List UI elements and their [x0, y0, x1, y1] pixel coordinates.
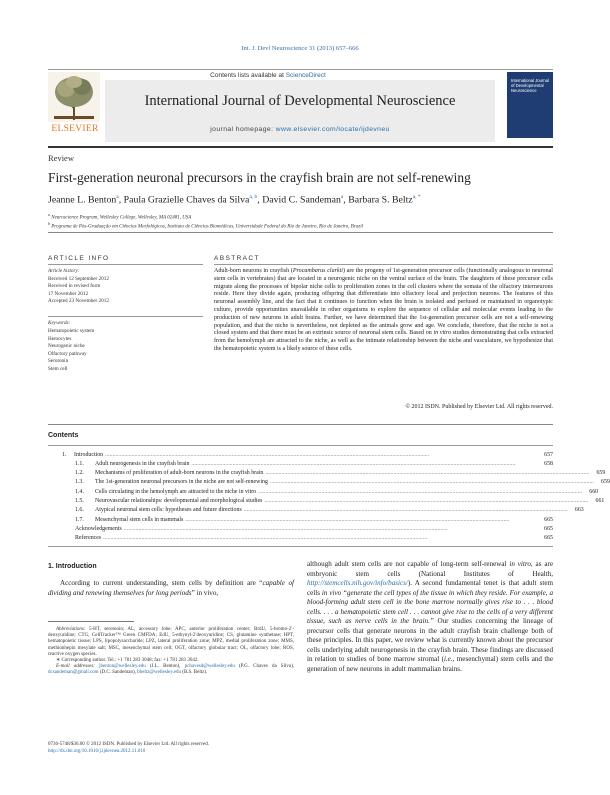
abstract-text: Adult-born neurons in crayfish (Procambarus clarkii) are the progeny of 1st-generation precursor cells (functionally analogous to neuronal stem cells in vertebrates) that are located in a neurogenic niche on the ventral surface of the brain. The daughters of these precursor cells migrate along the processes of bipolar niche cells to proliferation zones in the cell clusters where the somata of the olfactory interneurons reside. Here they divide again, producing offspring that differentiate into olfactory local and projection neurons. The features of this neuronal assembly line, and the fact that it continues to function when the brain is isolated and perfused or maintained in organotypic culture, provide opportunities unavailable in other organisms to explore the sequence of cellular and molecular events leading to the production of new neurons in adult brains. Further, we have determined that the 1st-generation precursor cells are not a self-renewing population, and that the niche is nevertheless, not depleted as the animals grow and age. We conclude, therefore, that the niche is not a closed system and that there must be an extrinsic source of neuronal stem cells. Based on in vitro studies demonstrating that cells extracted from the hemolymph are attracted to the niche, as well as the intimate relationship between the niche and vasculature, we hypothesize that the hematopoietic system is a likely source of these cells.: [214, 268, 553, 352]
affiliation: $^a$ Neuroscience Program, Wellesley College, Wellesley, MA 02481, USA: [48, 212, 192, 221]
contents-row[interactable]: [48, 449, 553, 458]
contents-leader-dots: ............................................................................................................................................................................................................................: [191, 460, 516, 467]
history-item: Received 12 September 2012: [48, 275, 109, 282]
keywords-label: Keywords:: [48, 320, 71, 326]
intro-left-paragraph: According to current understanding, stem cells by definition are “capable of dividing and renewing themselves for long periods” in vivo,: [48, 579, 294, 597]
contents-page-number: 665: [544, 525, 553, 532]
contents-section-title[interactable]: References: [75, 535, 102, 542]
email-label: E-mail addresses:: [56, 664, 95, 670]
email-link[interactable]: bbeltz@wellesley.edu: [137, 670, 182, 676]
contents-section-number: 1.5.: [75, 498, 84, 505]
author-list: Jeanne L. Benton$^a$, Paula Grazielle Chaves da Silva$^{a, b}$, David C. Sandeman$^a$, Barbara S. Beltz$^{a, *}$: [48, 194, 421, 206]
contents-section-title[interactable]: Introduction: [74, 451, 104, 458]
history-item: Accepted 23 November 2012: [48, 298, 109, 304]
contents-rule: [48, 445, 553, 446]
footnote-rule: [48, 621, 134, 622]
abbreviations-text: 5-HT, serotonin; AL, accessory lobe; APC, anterior proliferation center; BrdU, 5-bromo-2′-deoxyuridine; CTG, CellTracker™ Green CMFDA; EdU, 5-ethynyl-2′deoxyuridine; CS, glutamine synthetase; HPT, hematopoietic tissue; LPS, lipopolysaccharide; LPZ, lateral proliferation zone; MPZ, medial proliferation zone; MMS, methionhepin mesylate salt; MSC, mesenchymal stem cell; OGT, olfactory globular tract; OL, olfactory lobe; ROS, reactive oxygen species.: [48, 627, 294, 657]
journal-title: International Journal of Developmental Neuroscience: [144, 93, 456, 109]
header-top-rule: [48, 69, 553, 70]
contents-row[interactable]: [48, 533, 553, 542]
contents-leader-dots: ............................................................................................................................................................................................................................: [269, 479, 594, 486]
contents-section-number: 1.4.: [75, 488, 84, 495]
contents-section-number: 1.7.: [75, 516, 84, 523]
issn-line: 0736-5748/$36.00 © 2012 ISDN. Published by Elsevier Ltd. All rights reserved.: [48, 742, 210, 747]
contents-prefix: Contents lists available at: [210, 72, 284, 79]
doi-link[interactable]: http://dx.doi.org/10.1016/j.ijdevneu.2012.11.010: [48, 748, 146, 754]
publisher-logo-text: ELSEVIER: [51, 124, 99, 134]
keyword: Neurogenic niche: [48, 343, 85, 349]
introduction-heading: 1. Introduction: [48, 563, 97, 570]
email-link[interactable]: dcsandeman@gmail.com: [48, 670, 99, 676]
journal-cover-thumbnail[interactable]: [507, 72, 553, 138]
contents-leader-dots: ............................................................................................................................................................................................................................: [185, 516, 510, 523]
author-name[interactable]: Barbara S. Beltz: [348, 194, 413, 206]
contents-leader-dots: ............................................................................................................................................................................................................................: [123, 525, 448, 532]
contents-section-title[interactable]: Cells circulating in the hemolymph are attracted to the niche in vitro: [95, 488, 257, 495]
contents-leader-dots: ............................................................................................................................................................................................................................: [103, 535, 428, 542]
contents-section-number: 1.2.: [75, 470, 84, 477]
intro-right-paragraph: although adult stem cells are not capable of long-term self-renewal in vitro, as are embryonic stem cells (National Institutes of Health, http://stemcells.nih.gov/info/basics/). A second fundamental tenet is that adult stem cells in vivo “generate the cell types of the tissue in which they reside. For example, a blood-forming adult stem cell in the bone marrow normally gives rise to . . . blood cells. . . . a hematopoietic stem cell . . . cannot give rise to the cells of a very different tissue, such as nerve cells in the brain.” Our studies concerning the lineage of precursor cells that generate neurons in the adult crayfish brain challenge both of these principles. In this paper, we review what is currently known about the precursor cells underlying adult neurogenesis in the crayfish brain. These findings are discussed in relation to studies of bone marrow stromal (i.e., mesenchymal) stem cells and the generation of new neurons in adult mammalian brains.: [307, 560, 554, 673]
contents-section-title[interactable]: The 1st-generation neuronal precursors in the niche are not self-renewing: [95, 479, 268, 486]
affiliation-rule: [48, 232, 553, 233]
contents-section-title[interactable]: Acknowledgements: [75, 525, 122, 532]
contents-page-number: 658: [544, 460, 553, 467]
article-title: First-generation neuronal precursors in the crayfish brain are not self-renewing: [48, 170, 471, 185]
header-bottom-rule: [48, 146, 553, 148]
author-affiliation-mark[interactable]: a: [116, 194, 119, 200]
contents-section-title[interactable]: Mechanisms of proliferation of adult-born neurons in the crayfish brain: [95, 470, 264, 477]
contents-leader-dots: ............................................................................................................................................................................................................................: [258, 488, 583, 495]
contents-section-title[interactable]: Adult neurogenesis in the crayfish brain: [95, 460, 190, 467]
keyword: Serotonin: [48, 358, 69, 364]
contents-page-number: 661: [595, 498, 605, 505]
contents-page-number: 665: [544, 535, 553, 542]
contents-heading: Contents: [48, 432, 79, 439]
keyword: Olfactory pathway: [48, 350, 87, 357]
contents-section-number: 1.3.: [75, 479, 84, 486]
author-name[interactable]: Jeanne L. Benton: [48, 194, 117, 206]
affiliation: $^b$ Programa de Pós-Graduação em Ciências Morfológicas, Instituto de Ciências Biomédicas, Universidade Federal do Rio de Janeiro, Rio de Janeiro, Brazil: [48, 221, 364, 230]
contents-page-number: 663: [574, 507, 584, 514]
abbreviations-label: Abbreviations:: [56, 627, 86, 632]
contents-row[interactable]: [48, 486, 599, 495]
contents-page-number: 657: [544, 451, 553, 458]
corresponding-author-note: ∗ Corresponding author. Tel.: +1 781 283 3048; fax: +1 781 283 3642.: [56, 658, 199, 664]
contents-page-number: 659: [596, 470, 606, 477]
history-item: Received in revised form: [48, 283, 101, 289]
contents-leader-dots: ............................................................................................................................................................................................................................: [264, 498, 589, 505]
contents-row[interactable]: [48, 468, 606, 477]
contents-row[interactable]: [48, 505, 584, 514]
front-matter: [48, 742, 294, 755]
contents-leader-dots: ............................................................................................................................................................................................................................: [265, 470, 590, 477]
abstract-copyright: © 2012 ISDN. Published by Elsevier Ltd. All rights reserved.: [405, 404, 553, 410]
contents-page-number: 659: [601, 479, 610, 486]
author-name[interactable]: Paula Grazielle Chaves da Silva: [123, 194, 250, 206]
abstract-heading: ABSTRACT: [214, 255, 260, 262]
journal-homepage: [105, 126, 495, 133]
contents-leader-dots: ............................................................................................................................................................................................................................: [105, 451, 430, 458]
journal-citation[interactable]: Int. J. Devl Neuroscience 31 (2013) 657–666: [241, 45, 359, 52]
contents-section-number: 1.: [62, 451, 67, 458]
keyword: Hematopoietic system: [48, 328, 95, 334]
contents-row[interactable]: [48, 514, 553, 523]
author-affiliation-mark[interactable]: a: [340, 194, 344, 200]
contents-available-line: [48, 72, 488, 79]
contents-section-number: 1.6.: [75, 507, 84, 514]
homepage-label: journal homepage:: [210, 126, 274, 133]
contents-section-title[interactable]: Mesenchymal stem cells in mammals: [95, 516, 184, 523]
nih-stemcells-link[interactable]: http://stemcells.nih.gov/info/basics/: [307, 579, 408, 587]
contents-section-title[interactable]: Neurovascular relationships: developmental and morphological studies: [95, 498, 263, 505]
sciencedirect-link[interactable]: ScienceDirect: [285, 72, 326, 79]
keyword: Hemocytes: [48, 335, 72, 342]
contents-leader-dots: ............................................................................................................................................................................................................................: [243, 507, 568, 514]
contents-bottom-rule: [48, 546, 553, 547]
history-item: 17 November 2012: [48, 290, 89, 297]
author-affiliation-mark[interactable]: a, b: [249, 194, 258, 200]
article-info-heading: ARTICLE INFO: [48, 255, 110, 262]
article-info-rule: [48, 264, 203, 265]
contents-row[interactable]: [48, 523, 553, 532]
contents-page-number: 665: [544, 516, 553, 523]
contents-row[interactable]: [48, 458, 553, 467]
keyword: Stem cell: [48, 365, 68, 372]
article-type: Review: [48, 153, 74, 163]
contents-top-rule: [48, 424, 553, 425]
contents-section-title[interactable]: Atypical neuronal stem cells: hypotheses and future directions: [95, 507, 242, 514]
email-link[interactable]: pchavesd@wellesley.edu: [184, 664, 235, 670]
contents-row[interactable]: [48, 496, 605, 505]
author-name[interactable]: David C. Sandeman: [262, 194, 341, 206]
contents-row[interactable]: [48, 477, 610, 486]
contents-page-number: 660: [589, 488, 599, 495]
abstract-rule: [214, 264, 553, 265]
cover-title: International Journal of Developmental Neuroscience: [511, 78, 549, 93]
keywords-rule: [48, 316, 203, 317]
homepage-link[interactable]: www.elsevier.com/locate/ijdevneu: [275, 126, 390, 133]
author-affiliation-mark[interactable]: a, *: [412, 194, 421, 200]
footnotes: Abbreviations: 5-HT, serotonin; AL, accessory lobe; APC, anterior proliferation center; BrdU, 5-bromo-2′-deoxyuridine; CTG, CellTracker™ Green CMFDA; EdU, 5-ethynyl-2′deoxyuridine; CS, glutamine synthetase; HPT, hematopoietic tissue; LPS, lipopolysaccharide; LPZ, lateral proliferation zone; MPZ, medial proliferation zone; MMS, methionhepin mesylate salt; MSC, mesenchymal stem cell; OGT, olfactory globular tract; OL, olfactory lobe; ROS, reactive oxygen species. ∗ Corresponding author. Tel.: +1 781 283 3048; fax: +1 781 283 3642. E-mail addresses: jbenton@wellesley.edu (J.L. Benton), pchavesd@wellesley.edu (P.G. Chaves da Silva), dcsandeman@gmail.com (D.C. Sandeman), bbeltz@wellesley.edu (B.S. Beltz).: [48, 627, 295, 676]
email-link[interactable]: jbenton@wellesley.edu: [99, 664, 146, 670]
contents-section-number: 1.1.: [75, 460, 84, 467]
history-label: Article history:: [48, 268, 80, 274]
